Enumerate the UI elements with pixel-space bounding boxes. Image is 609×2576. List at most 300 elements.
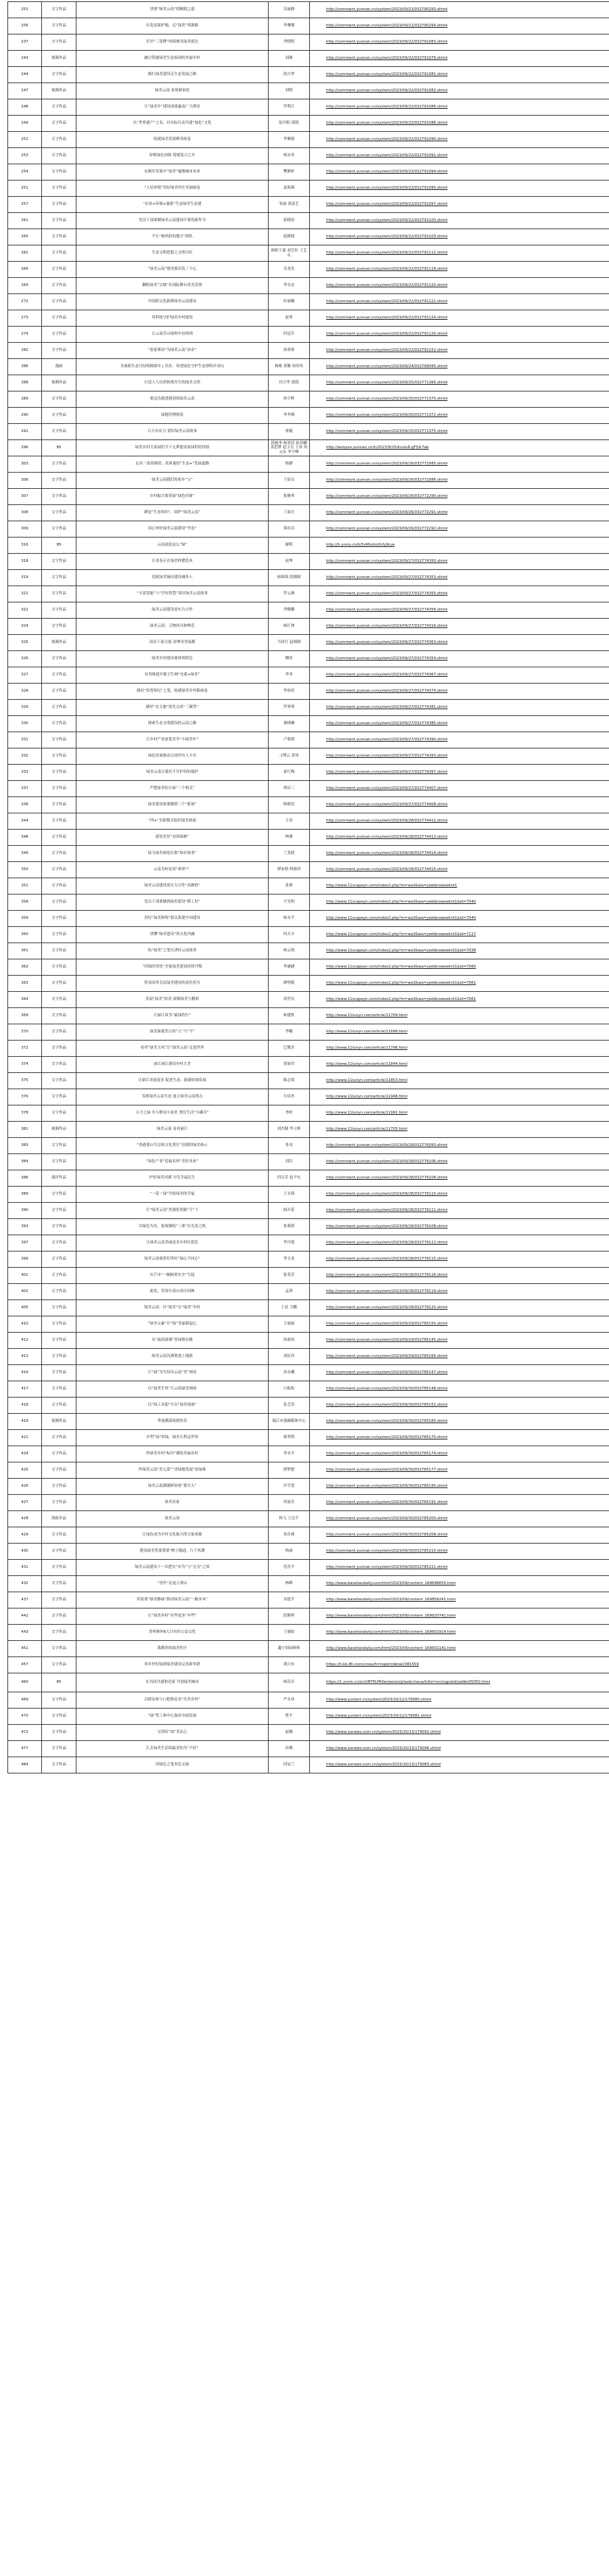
work-link[interactable]: http://comment.yunnan.cn/system/2023/09/22/032791081.shtml [326,72,448,77]
work-link[interactable]: http://www.11lunyn.com/article/11709.html [326,1013,408,1018]
work-link[interactable]: http://comment.yunnan.cn/system/2023/09/29/032785150.shtml [326,1322,448,1327]
work-link-cell[interactable] [310,895,609,911]
work-title-cell: 看者“绿美玉风”让“绿美云南”走进世界 [76,1041,269,1057]
author-cell: 杨宋英 [269,148,310,164]
work-title-cell: 厚植绿色屏障 铸就复兴之乡 [76,148,269,164]
work-link[interactable]: http://comment.yunnan.cn/system/2023/09/27/032774385.shtml [326,721,448,726]
work-link[interactable]: http://comment.yunnan.cn/system/2023/09/27/032774367.shtml [326,673,448,677]
row-number-cell: 325 [8,635,42,651]
author-cell: 吴丽静 [269,2,310,18]
work-link[interactable]: http://comment.yunnan.cn/system/2023/09/28/032776111.shtml [326,1208,448,1213]
work-link[interactable]: http://comment.yunnan.cn/system/2023/09/30/032785200.shtml [326,1517,448,1521]
work-link[interactable]: http://www.baoshandaily.com/html/2023/09/content_169698655.html [326,1581,456,1586]
work-link[interactable]: http://www.baoshandaily.com/html/2023/09/content_169920741.html [326,1614,456,1619]
work-link[interactable]: http://comment.yunnan.cn/system/2023/09/28/032776108.shtml [326,1224,448,1229]
work-link[interactable]: http://comment.yunnan.cn/system/2023/09/28/032776093.shtml [326,1143,448,1148]
table-row [8,830,609,846]
work-link[interactable]: http://comment.yunnan.cn/system/2023/09/22/032791126.shtml [326,332,448,337]
author-cell: 刘杰敬 李立辉 [269,1122,310,1138]
work-link[interactable]: http://comment.yunnan.cn/system/2023/09/27/032774358.shtml [326,608,448,613]
table-row [8,245,609,262]
table-row [8,1527,609,1544]
work-link-cell[interactable] [310,1725,609,1741]
table-row [8,262,609,278]
work-link[interactable]: http://comment.yunnan.cn/system/2023/09/30/032785160.shtml [326,1419,448,1424]
work-link[interactable]: http://comment.yunnan.cn/system/2023/09/28/032774412.shtml [326,819,448,824]
work-link-cell[interactable] [310,116,609,132]
work-link-cell[interactable] [310,1333,609,1349]
author-cell: 曹平 [269,1709,310,1725]
work-link[interactable]: http://comment.yunnan.cn/system/2023/09/27/032774390.shtml [326,738,448,742]
work-link[interactable]: https://h.kb.8h.com/cross/h=report/detail/381559 [326,1663,419,1667]
work-link-cell[interactable] [310,538,609,554]
work-link-cell[interactable] [310,1154,609,1170]
work-link-cell[interactable] [310,262,609,278]
work-link-cell[interactable] [310,1024,609,1041]
work-link[interactable]: http://comment.yunnan.cn/system/2023/09/30/032785211.shtml [326,1565,448,1570]
work-link-cell[interactable] [310,408,609,424]
author-cell: 李涵涵 [269,959,310,976]
work-link[interactable]: http://comment.yunnan.cn/system/2023/09/22/032791103.shtml [326,235,448,239]
work-link[interactable]: http://comment.yunnan.cn/system/2023/09/26/032772086.shtml [326,478,448,483]
work-link-cell[interactable] [310,1187,609,1203]
work-link-cell[interactable] [310,1511,609,1527]
work-link[interactable]: http://www.baoshandaily.com/html/2023/09/content_169859241.html [326,1598,456,1602]
work-link-cell[interactable] [310,132,609,148]
work-link[interactable]: http://www.11scapeyn.com/index2.php?m=wa3&wa=ywkbnoweeknt1&id=7040 [326,900,476,905]
work-link-cell[interactable] [310,570,609,586]
work-link[interactable]: http://comment.yunnan.cn/system/2023/09/22/032791120.shtml [326,283,448,288]
work-link-cell[interactable] [310,667,609,684]
work-link[interactable]: http://comment.yunnan.cn/system/2023/09/30/032785195.shtml [326,1484,448,1489]
work-link-cell[interactable] [310,1316,609,1333]
work-link[interactable]: http://comment.yunnan.cn/system/2023/09/28/032776119.shtml [326,1289,448,1294]
table-row [8,1024,609,1041]
work-link-cell[interactable] [310,1692,609,1709]
work-link[interactable]: http://comment.yunnan.cn/system/2023/09/28/032776116.shtml [326,1273,448,1278]
author-cell: 赵勇 [269,310,310,327]
work-link[interactable]: http://comment.yunnan.cn/system/2023/09/28/032776108.shtml [326,1176,448,1180]
work-link[interactable]: http://comment.yunnan.cn/system/2023/09/30/032785210.shtml [326,1549,448,1554]
work-link-cell[interactable] [310,213,609,229]
work-link[interactable]: http://comment.yunnan.cn/system/2023/09/22/032791079.shtml [326,56,448,61]
work-link[interactable]: http://comment.yunnan.cn/system/2023/09/22/032791086.shtml [326,105,448,110]
work-link-cell[interactable] [310,18,609,34]
author-cell: 杨乐卓 [269,1673,310,1692]
work-link-cell[interactable] [310,748,609,765]
work-link[interactable]: http://www.yuslant.cn/system/2023/10/12/179081.shtml [326,1714,432,1719]
row-number-cell: 484 [8,1757,42,1773]
work-title-cell: 讲透“绿美云南”的精致之道 [76,2,269,18]
work-link-cell[interactable] [310,473,609,489]
work-link-cell[interactable] [310,164,609,181]
work-link[interactable]: http://comment.yunnan.cn/system/2023/09/25/032771372.shtml [326,413,448,418]
work-title-cell: 耕是“生态知识”，固护“绿美云南” [76,505,269,521]
row-number-cell: 405 [8,1300,42,1316]
work-type-cell: 海报作品 [42,1511,76,1527]
work-link-cell[interactable] [310,927,609,943]
work-link-cell[interactable] [310,813,609,830]
table-row [8,813,609,830]
work-link[interactable]: http://comment.yunnan.cn/system/2023/09/22/032791083.shtml [326,40,448,45]
work-link-cell[interactable] [310,1138,609,1154]
work-link-cell[interactable] [310,878,609,895]
work-link-cell[interactable] [310,602,609,619]
work-link-cell[interactable] [310,700,609,716]
author-cell: 宋超平 [269,1592,310,1608]
work-type-cell: 文字作品 [42,895,76,911]
work-link-cell[interactable] [310,862,609,878]
work-link[interactable]: http://www.11scapeyn.com/index2.php?m=wa3&wa=ywkbnoweeknt1 [326,884,457,888]
work-link-cell[interactable] [310,619,609,635]
work-title-cell: 绿美云南：以“绿美”在“绿美”乡村 [76,1300,269,1316]
work-link[interactable]: http://comment.yunnan.cn/system/2023/09/28/032776106.shtml [326,1160,448,1164]
row-number-cell: 402 [8,1284,42,1300]
work-link-cell[interactable] [310,1462,609,1479]
work-link[interactable]: http://www.11scapeyn.com/index2.php?m=wa3&wa=ywkbnoweeknt1&id=7040 [326,916,476,921]
work-link-cell[interactable] [310,1365,609,1381]
table-row [8,1349,609,1365]
work-link[interactable]: http://comment.yunnan.cn/system/2023/09/29/032785166.shtml [326,1354,448,1359]
work-link-cell[interactable] [310,424,609,440]
work-link-cell[interactable] [310,635,609,651]
work-link[interactable]: http://comment.yunnan.cn/system/2023/09/27/032774397.shtml [326,770,448,775]
work-link[interactable]: http://comment.yunnan.cn/system/2023/09/28/032774414.shtml [326,851,448,856]
work-link[interactable]: http://comment.yunnan.cn/system/2023/09/22/032791119.shtml [326,267,448,272]
work-title-cell: 建设美景“众国绿树” [76,830,269,846]
work-link-cell[interactable] [310,1592,609,1608]
work-link-cell[interactable] [310,765,609,781]
work-link[interactable]: http://www.11lunyn.com/article/11991.html [326,1111,408,1116]
work-link[interactable]: http://www.yuslant.cn/system/2023/10/12/179080.shtml [326,1698,432,1702]
work-link-cell[interactable] [310,197,609,213]
work-link-cell[interactable] [310,1741,609,1757]
work-title-cell: 护好绿美河湖 守住幸福民生 [76,1170,269,1187]
table-row [8,1073,609,1089]
work-link-cell[interactable] [310,846,609,862]
work-link-cell[interactable] [310,976,609,992]
author-cell: 段鹤鸣 [269,1608,310,1625]
work-link[interactable]: http://comment.yunnan.cn/system/2023/09/27/032774353.shtml [326,575,448,580]
work-link-cell[interactable] [310,1657,609,1673]
author-cell: 吴龙发 [269,262,310,278]
work-link-cell[interactable] [310,1560,609,1576]
work-link-cell[interactable] [310,1527,609,1544]
work-title-cell: 绿美乡村大家园们当下无梦建设家园的好经验 [76,440,269,456]
work-link[interactable]: http://wxnpsn.yunnan.cn/h/2023/9/25/kvolu6-gF5/k7ab [326,446,429,450]
row-number-cell: 451 [8,1641,42,1657]
work-link[interactable]: http://comment.yunnan.cn/system/2023/09/27/032774407.shtml [326,786,448,791]
work-title-cell: 发展“绿美”经济 深刻绿美与精彩 [76,992,269,1008]
work-link-cell[interactable] [310,1608,609,1625]
work-type-cell: 文字作品 [42,1138,76,1154]
author-cell: 李永忠 [269,278,310,294]
work-type-cell: 视频作品 [42,375,76,391]
work-link[interactable]: http://www.11lunyn.com/article/11796.html [326,1046,408,1051]
work-link-cell[interactable] [310,51,609,67]
work-title-cell: 用科技守护绿美乡村建设 [76,310,269,327]
work-link-cell[interactable] [310,1709,609,1725]
work-link[interactable]: http://www.xxnews.com.cn/system/2023/10/13/179096.shtml [326,1746,441,1751]
work-link-cell[interactable] [310,489,609,505]
work-link[interactable]: http://comment.yunnan.cn/system/2023/09/26/032772292.shtml [326,527,448,531]
work-link[interactable]: http://comment.yunnan.cn/system/2023/09/30/032785147.shtml [326,1370,448,1375]
work-link-cell[interactable] [310,440,609,456]
work-type-cell: 文字作品 [42,1219,76,1235]
work-link[interactable]: http://comment.yunnan.cn/system/2023/09/28/032776120.shtml [326,1306,448,1310]
work-link-cell[interactable] [310,375,609,391]
work-link-cell[interactable] [310,2,609,18]
work-link-cell[interactable] [310,732,609,748]
work-link-cell[interactable] [310,943,609,959]
work-link[interactable]: http://www.baoshandaily.com/html/2023/09/content_169602141.html [326,1646,456,1651]
table-row [8,1041,609,1057]
work-link-cell[interactable] [310,1041,609,1057]
work-link[interactable]: http://comment.yunnan.cn/system/2023/09/30/032785152.shtml [326,1403,448,1408]
work-link-cell[interactable] [310,391,609,408]
work-link[interactable]: http://comment.yunnan.cn/system/2023/09/22/032791095.shtml [326,186,448,191]
work-link[interactable]: http://comment.yunnan.cn/system/2023/09/26/032772290.shtml [326,494,448,499]
work-link-cell[interactable] [310,148,609,164]
work-link-cell[interactable] [310,1089,609,1105]
row-number-cell: 442 [8,1608,42,1625]
work-type-cell: 文字作品 [42,456,76,473]
work-link[interactable]: http://h.ynnis.cn/h/5xMzoInVIcfy9rue [326,543,395,548]
work-link-cell[interactable] [310,343,609,359]
work-link-cell[interactable] [310,1757,609,1773]
work-link-cell[interactable] [310,1625,609,1641]
author-cell: 段兴华 [269,67,310,83]
table-row [8,197,609,213]
row-number-cell: 257 [8,197,42,213]
work-link[interactable]: http://www.xxnews.com.cn/system/2023/10/13/179083.shtml [326,1763,441,1767]
table-row [8,846,609,862]
work-link[interactable]: http://comment.yunnan.cn/system/2023/09/30/032785174.shtml [326,1452,448,1456]
row-number-cell: 358 [8,895,42,911]
work-link[interactable]: http://comment.yunnan.cn/system/2023/09/26/032772085.shtml [326,462,448,467]
work-link-cell[interactable] [310,1300,609,1316]
work-link-cell[interactable] [310,1641,609,1657]
work-link[interactable]: http://comment.yunnan.cn/system/2023/09/27/032774354.shtml [326,657,448,661]
work-link-cell[interactable] [310,181,609,197]
work-link-cell[interactable] [310,1544,609,1560]
work-link[interactable]: http://comment.yunnan.cn/system/2023/09/25/032771366.shtml [326,381,448,385]
work-link[interactable]: http://comment.yunnan.cn/system/2023/09/27/032774363.shtml [326,640,448,645]
work-link[interactable]: http://comment.yunnan.cn/system/2023/09/27/032774408.shtml [326,803,448,807]
work-link-cell[interactable] [310,797,609,813]
work-link[interactable]: http://www.11scapeyn.com/index2.php?m=wa3&wa=ywkbnoweeknt1&id=7117 [326,932,476,937]
table-row [8,1203,609,1219]
table-row [8,1673,609,1692]
work-link-cell[interactable] [310,716,609,732]
work-link[interactable]: http://www.11scapeyn.com/index2.php?m=wa3&wa=ywkbnoweeknt1&id=7060 [326,965,476,970]
work-link[interactable]: http://comment.yunnan.cn/system/2023/09/21/032790293.shtml [326,7,448,12]
work-type-cell: 文字作品 [42,667,76,684]
work-link[interactable]: http://www.11lunyn.com/article/11844.html [326,1062,408,1067]
row-number-cell: 363 [8,976,42,992]
work-link[interactable]: http://comment.yunnan.cn/system/2023/09/27/032774374.shtml [326,689,448,694]
work-link-cell[interactable] [310,1057,609,1073]
work-link[interactable]: http://www.11scapeyn.com/index2.php?m=wa3&wa=ywkbnoweeknt1&id=7061 [326,981,476,986]
work-link[interactable]: http://comment.yunnan.cn/system/2023/09/27/032774381.shtml [326,705,448,710]
work-link-cell[interactable] [310,99,609,116]
work-link[interactable]: http://comment.yunnan.cn/system/2023/09/21/032790294.shtml [326,24,448,28]
work-link-cell[interactable] [310,830,609,846]
work-link-cell[interactable] [310,1446,609,1462]
work-link[interactable]: http://www.11scapeyn.com/index2.php?m=wa3&wa=ywkbnoweeknt1&id=7061 [326,997,476,1002]
work-type-cell: 文字作品 [42,1398,76,1414]
author-cell: 黄丽君 [269,1057,310,1073]
work-title-cell: 走出一条高颜值、高质量的“生态+”发展道路 [76,456,269,473]
work-link[interactable]: http://comment.yunnan.cn/system/2023/09/28/032774415.shtml [326,867,448,872]
work-link[interactable]: http://comment.yunnan.cn/system/2023/09/30/032785148.shtml [326,1387,448,1391]
work-title-cell: 绘就绿美发展聚青画卷 [76,132,269,148]
work-link[interactable]: http://comment.yunnan.cn/system/2023/09/30/032785177.shtml [326,1468,448,1473]
row-number-cell: 344 [8,813,42,830]
row-number-cell: 333 [8,765,42,781]
work-link[interactable]: http://comment.yunnan.cn/system/2023/09/30/032785170.shtml [326,1435,448,1440]
work-link[interactable]: http://comment.yunnan.cn/system/2023/09/26/032772291.shtml [326,510,448,515]
work-link[interactable]: http://comment.yunnan.cn/system/2023/09/24/032799095.shtml [326,364,448,369]
work-link[interactable]: http://www.11lunyn.com/article/11705.html [326,1127,408,1132]
work-link-cell[interactable] [310,456,609,473]
work-link[interactable]: http://comment.yunnan.cn/system/2023/09/22/032791097.shtml [326,202,448,207]
work-link-cell[interactable] [310,1430,609,1446]
work-link[interactable]: http://comment.yunnan.cn/system/2023/09/30/032785191.shtml [326,1500,448,1505]
work-link[interactable]: https://1.ynnis.cn/s/xXBTPLMtOe/weixin/ptasbr/neva/Infol=sn/nsgsdrd/zzdbn05050.html [326,1680,491,1685]
row-number-cell: 369 [8,1008,42,1024]
work-link-cell[interactable] [310,1008,609,1024]
work-link-cell[interactable] [310,34,609,51]
work-link-cell[interactable] [310,1479,609,1495]
work-link[interactable]: http://comment.yunnan.cn/system/2023/09/22/032791121.shtml [326,300,448,304]
work-link[interactable]: http://comment.yunnan.cn/system/2023/09/27/032774350.shtml [326,559,448,564]
row-number-cell: 401 [8,1268,42,1284]
work-link[interactable]: http://www.11lunyn.com/article/11853.html [326,1078,408,1083]
work-link-cell[interactable] [310,1673,609,1692]
work-link-cell[interactable] [310,1381,609,1398]
work-type-cell: 文字作品 [42,1576,76,1592]
work-link-cell[interactable] [310,911,609,927]
row-number-cell: 349 [8,846,42,862]
work-link[interactable]: http://comment.yunnan.cn/system/2023/09/28/032776112.shtml [326,1241,448,1245]
work-link-cell[interactable] [310,278,609,294]
work-link[interactable]: http://comment.yunnan.cn/system/2023/09/22/032791088.shtml [326,121,448,126]
work-link-cell[interactable] [310,1073,609,1089]
work-link-cell[interactable] [310,1235,609,1251]
table-row [8,1284,609,1300]
work-link-cell[interactable] [310,229,609,245]
work-link[interactable]: http://www.11lunyn.com/article/11948.html [326,1095,408,1099]
work-link-cell[interactable] [310,327,609,343]
work-link-cell[interactable] [310,83,609,99]
work-link-cell[interactable] [310,245,609,262]
work-link-cell[interactable] [310,781,609,797]
work-link[interactable]: http://comment.yunnan.cn/system/2023/09/22/032791091.shtml [326,153,448,158]
work-link-cell[interactable] [310,1219,609,1235]
work-link-cell[interactable] [310,1576,609,1592]
row-number-cell: 291 [8,424,42,440]
work-link-cell[interactable] [310,1251,609,1268]
work-link-cell[interactable] [310,1349,609,1365]
work-link[interactable]: http://comment.yunnan.cn/system/2023/09/22/032791082.shtml [326,89,448,93]
work-link-cell[interactable] [310,651,609,667]
work-link[interactable]: http://comment.yunnan.cn/system/2023/09/22/032791100.shtml [326,218,448,223]
work-link[interactable]: http://comment.yunnan.cn/system/2023/09/27/032774316.shtml [326,624,448,629]
work-link-cell[interactable] [310,521,609,538]
work-link[interactable]: http://comment.yunnan.cn/system/2023/09/28/032774413.shtml [326,835,448,840]
work-link[interactable]: http://comment.yunnan.cn/system/2023/09/22/032791124.shtml [326,316,448,320]
work-title-cell: 党政绿美城市建设城外人 [76,570,269,586]
work-title-cell: 严把绿美的方面“三个相关” [76,781,269,797]
work-title-cell: 绿美保就美江的“五”与“不” [76,1024,269,1041]
work-link[interactable]: http://comment.yunnan.cn/system/2023/09/28/032776110.shtml [326,1192,448,1197]
author-cell: 廖家德 阿德西 [269,862,310,878]
work-link[interactable]: http://comment.yunnan.cn/system/2023/09/25/032771375.shtml [326,429,448,434]
work-link[interactable]: http://comment.yunnan.cn/system/2023/09/27/032774355.shtml [326,592,448,596]
table-row [8,943,609,959]
work-link[interactable]: http://comment.yunnan.cn/system/2023/09/29/032785145.shtml [326,1338,448,1343]
work-link-cell[interactable] [310,554,609,570]
work-link[interactable]: http://www.11lunyn.com/article/11698.html [326,1030,408,1034]
work-title-cell: 绿美云南需讲好讲好“绿心不同心” [76,1251,269,1268]
work-type-cell: 文字作品 [42,2,76,18]
work-link-cell[interactable] [310,1495,609,1511]
work-type-cell: 文字作品 [42,830,76,846]
work-link-cell[interactable] [310,684,609,700]
work-link[interactable]: http://comment.yunnan.cn/system/2023/09/25/032771370.shtml [326,397,448,402]
row-number-cell: 397 [8,1235,42,1251]
work-link-cell[interactable] [310,1398,609,1414]
work-link-cell[interactable] [310,992,609,1008]
author-cell: 苏丽芳 [269,1495,310,1511]
work-link[interactable]: http://comment.yunnan.cn/system/2023/09/28/032776115.shtml [326,1257,448,1262]
work-link[interactable]: http://www.11scapeyn.com/index2.php?m=wa3&wa=ywkbnoweeknt1&id=7038 [326,949,476,953]
work-link-cell[interactable] [310,1105,609,1122]
work-link[interactable]: http://comment.yunnan.cn/system/2023/09/22/032791112.shtml [326,251,448,256]
work-type-cell: 文字作品 [42,213,76,229]
work-link-cell[interactable] [310,1122,609,1138]
work-link[interactable]: http://comment.yunnan.cn/system/2023/09/22/032791152.shtml [326,348,448,353]
work-title-cell: 让绿美云南美丽更多乡村打底色 [76,1235,269,1251]
work-link[interactable]: http://comment.yunnan.cn/system/2023/09/22/032791090.shtml [326,137,448,142]
work-link-cell[interactable] [310,1268,609,1284]
work-link-cell[interactable] [310,1203,609,1219]
work-link[interactable]: http://www.baoshandaily.com/html/2023/09/content_169602914.html [326,1630,456,1635]
work-title-cell: 用乡村好绿创绿美建设完善新举措 [76,1657,269,1673]
work-title-cell: 绿美云南让我们不开护持的保护 [76,765,269,781]
work-link-cell[interactable] [310,586,609,602]
table-row [8,1398,609,1414]
work-link[interactable]: http://comment.yunnan.cn/system/2023/09/30/032785208.shtml [326,1533,448,1537]
work-link[interactable]: http://www.xxnews.com.cn/system/2023/10/13/179092.shtml [326,1730,441,1735]
work-link-cell[interactable] [310,67,609,83]
table-row [8,992,609,1008]
work-link-cell[interactable] [310,1170,609,1187]
work-type-cell: 文字作品 [42,1203,76,1219]
work-title-cell: 绿美云南 [76,1511,269,1527]
work-link-cell[interactable] [310,294,609,310]
work-link-cell[interactable] [310,1414,609,1430]
work-link-cell[interactable] [310,310,609,327]
author-cell: 张英芳 [269,1268,310,1284]
work-link-cell[interactable] [310,359,609,375]
work-link-cell[interactable] [310,959,609,976]
work-link-cell[interactable] [310,1284,609,1300]
work-link[interactable]: http://comment.yunnan.cn/system/2023/09/27/032774393.shtml [326,754,448,759]
work-link[interactable]: http://comment.yunnan.cn/system/2023/09/22/032791094.shtml [326,170,448,174]
work-link-cell[interactable] [310,505,609,521]
